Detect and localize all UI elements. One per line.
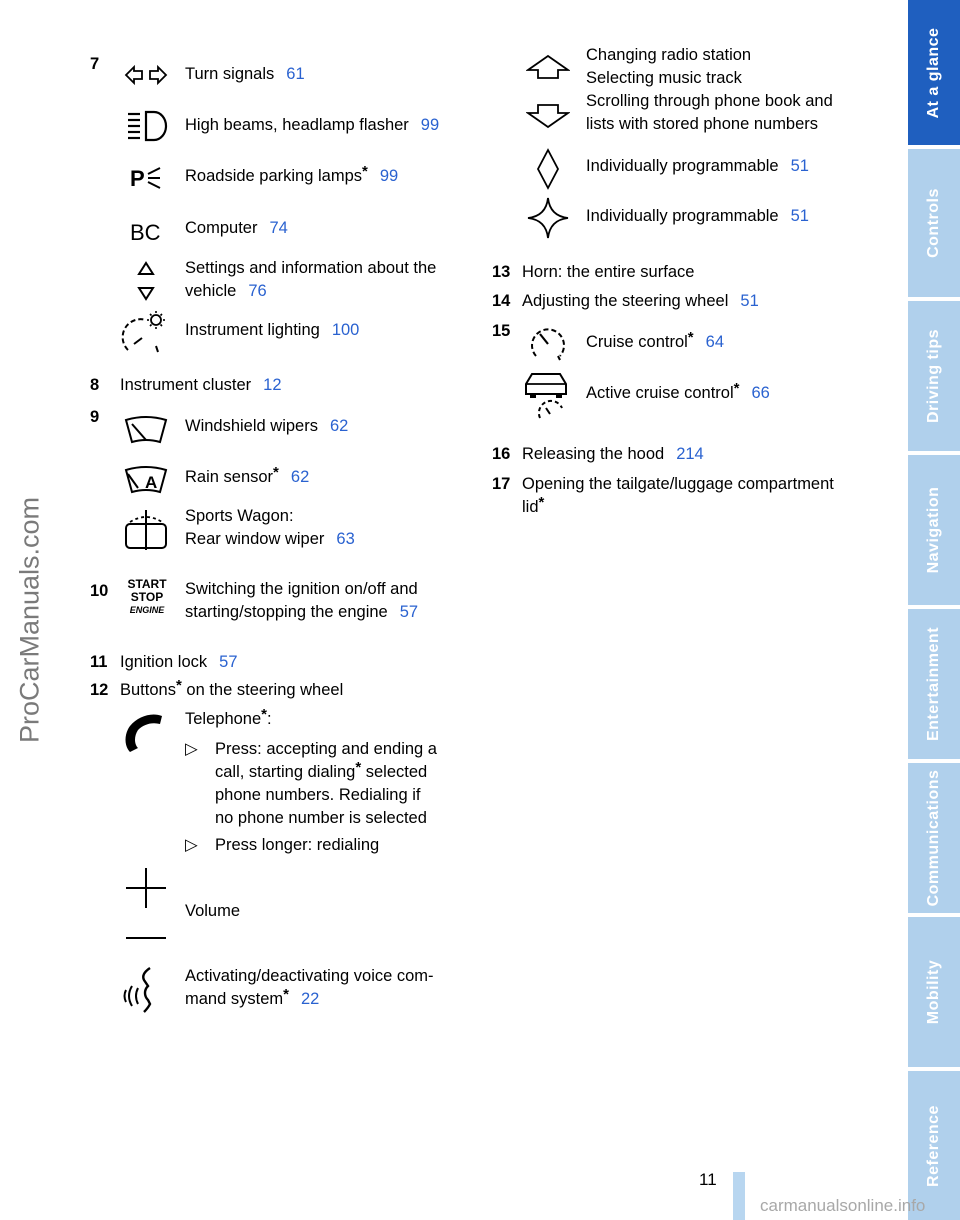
item-13: 13 Horn: the entire surface	[492, 263, 695, 281]
telephone-label: Telephone*:	[185, 706, 272, 728]
item-number-15: 15	[492, 322, 511, 340]
arrow-up-icon	[526, 54, 570, 80]
up-down-arrows-icon	[136, 260, 156, 302]
telephone-bullet-1: ▷ Press: accepting and ending a call, starting dialing* selected phone numbers. Redialing if no phone number is selected	[185, 740, 437, 827]
instrument-lighting-icon	[120, 310, 168, 354]
high-beams-entry: High beams, headlamp flasher 99	[185, 116, 440, 134]
tab-controls[interactable]: Controls	[908, 149, 960, 297]
page-ref[interactable]: 64	[705, 333, 724, 351]
item-number-10: 10	[90, 582, 109, 600]
radio-scroll-entry: Changing radio station Selecting music track Scrolling through phone book and lists with stored phone numbers	[586, 46, 833, 133]
page-ref[interactable]: 74	[269, 219, 288, 237]
watermark: ProCarManuals.com	[14, 496, 45, 744]
page-ref[interactable]: 99	[379, 167, 399, 185]
page-ref[interactable]: 214	[676, 445, 704, 463]
footer-site: carmanualsonline.info	[760, 1196, 926, 1215]
active-cruise-control-entry: Active cruise control* 66	[586, 380, 770, 402]
ignition-entry: Switching the ignition on/off and starting/stopping the engine 57	[185, 580, 419, 621]
rear-wiper-icon	[124, 508, 168, 552]
telephone-bullet-2: ▷ Press longer: redialing	[185, 836, 380, 854]
rain-sensor-entry: Rain sensor* 62	[185, 464, 310, 486]
rear-wiper-entry: Sports Wagon: Rear window wiper 63	[185, 507, 355, 548]
item-17: 17 Opening the tailgate/luggage compartment lid*	[492, 475, 834, 516]
start-stop-icon: START STOP ENGINE	[127, 577, 167, 615]
page-ref[interactable]: 57	[399, 603, 419, 621]
computer-entry: Computer 74	[185, 219, 288, 237]
page-number: 11	[699, 1170, 717, 1189]
page-ref[interactable]: 100	[331, 321, 360, 339]
arrow-down-icon	[526, 103, 570, 129]
page-ref[interactable]: 61	[286, 65, 305, 83]
instrument-lighting-entry: Instrument lighting 100	[185, 321, 360, 339]
section-tabs	[908, 0, 960, 1220]
tab-driving-tips[interactable]: Driving tips	[908, 301, 960, 451]
star-diamond-icon	[526, 196, 570, 240]
page-ref[interactable]: 99	[420, 116, 440, 134]
tab-entertainment[interactable]: Entertainment	[908, 609, 960, 759]
page-ref[interactable]: 51	[740, 292, 759, 310]
turn-signals-icon	[124, 62, 168, 88]
page-ref[interactable]: 62	[329, 417, 349, 435]
item-number-9: 9	[90, 408, 100, 426]
voice-command-entry: Activating/deactivating voice com- mand system* 22	[185, 967, 434, 1008]
item-12: 12 Buttons* on the steering wheel	[90, 677, 344, 699]
page-ref[interactable]: 22	[300, 990, 320, 1008]
cruise-control-icon	[528, 322, 568, 362]
page-ref[interactable]: 51	[790, 157, 809, 175]
tab-at-a-glance[interactable]: At a glance	[908, 0, 960, 145]
high-beam-icon	[126, 110, 170, 142]
parking-lamps-icon	[130, 164, 164, 192]
programmable-entry-1: Individually programmable 51	[586, 157, 809, 175]
telephone-icon	[122, 712, 168, 756]
page-ref[interactable]: 76	[248, 282, 267, 300]
parking-lamps-entry: Roadside parking lamps* 99	[185, 163, 399, 185]
rain-sensor-icon	[124, 466, 168, 494]
page-ref[interactable]: 63	[336, 530, 355, 548]
item-14: 14 Adjusting the steering wheel 51	[492, 292, 759, 310]
windshield-wiper-icon	[124, 416, 168, 444]
item-16: 16 Releasing the hood 214	[492, 445, 704, 463]
bc-computer-icon	[130, 218, 164, 244]
turn-signals-entry: Turn signals 61	[185, 65, 305, 83]
svg-text:BC: BC	[130, 220, 161, 244]
footer-bar	[733, 1172, 745, 1220]
tab-mobility[interactable]: Mobility	[908, 917, 960, 1067]
active-cruise-control-icon	[524, 368, 570, 420]
page-ref[interactable]: 57	[219, 653, 238, 671]
svg-text:P: P	[130, 166, 145, 191]
page-ref[interactable]: 62	[290, 468, 310, 486]
volume-entry: Volume	[185, 902, 241, 920]
page-ref[interactable]: 51	[790, 207, 809, 225]
voice-command-icon	[122, 966, 168, 1014]
tab-reference[interactable]: Reference	[908, 1071, 960, 1220]
volume-icon	[124, 866, 170, 946]
settings-entry: Settings and information about the vehicle 76	[185, 259, 437, 300]
page-ref[interactable]: 66	[751, 384, 770, 402]
svg-text:A: A	[145, 473, 158, 492]
windshield-wipers-entry: Windshield wipers 62	[185, 417, 349, 435]
diamond-icon	[536, 148, 560, 190]
programmable-entry-2: Individually programmable 51	[586, 207, 809, 225]
item-11: 11 Ignition lock 57	[90, 653, 238, 671]
tab-communications[interactable]: Communications	[908, 763, 960, 913]
item-8: 8 Instrument cluster 12	[90, 376, 282, 394]
tab-navigation[interactable]: Navigation	[908, 455, 960, 605]
cruise-control-entry: Cruise control* 64	[586, 329, 724, 351]
item-number-7: 7	[90, 55, 100, 73]
page-ref[interactable]: 12	[263, 376, 282, 394]
